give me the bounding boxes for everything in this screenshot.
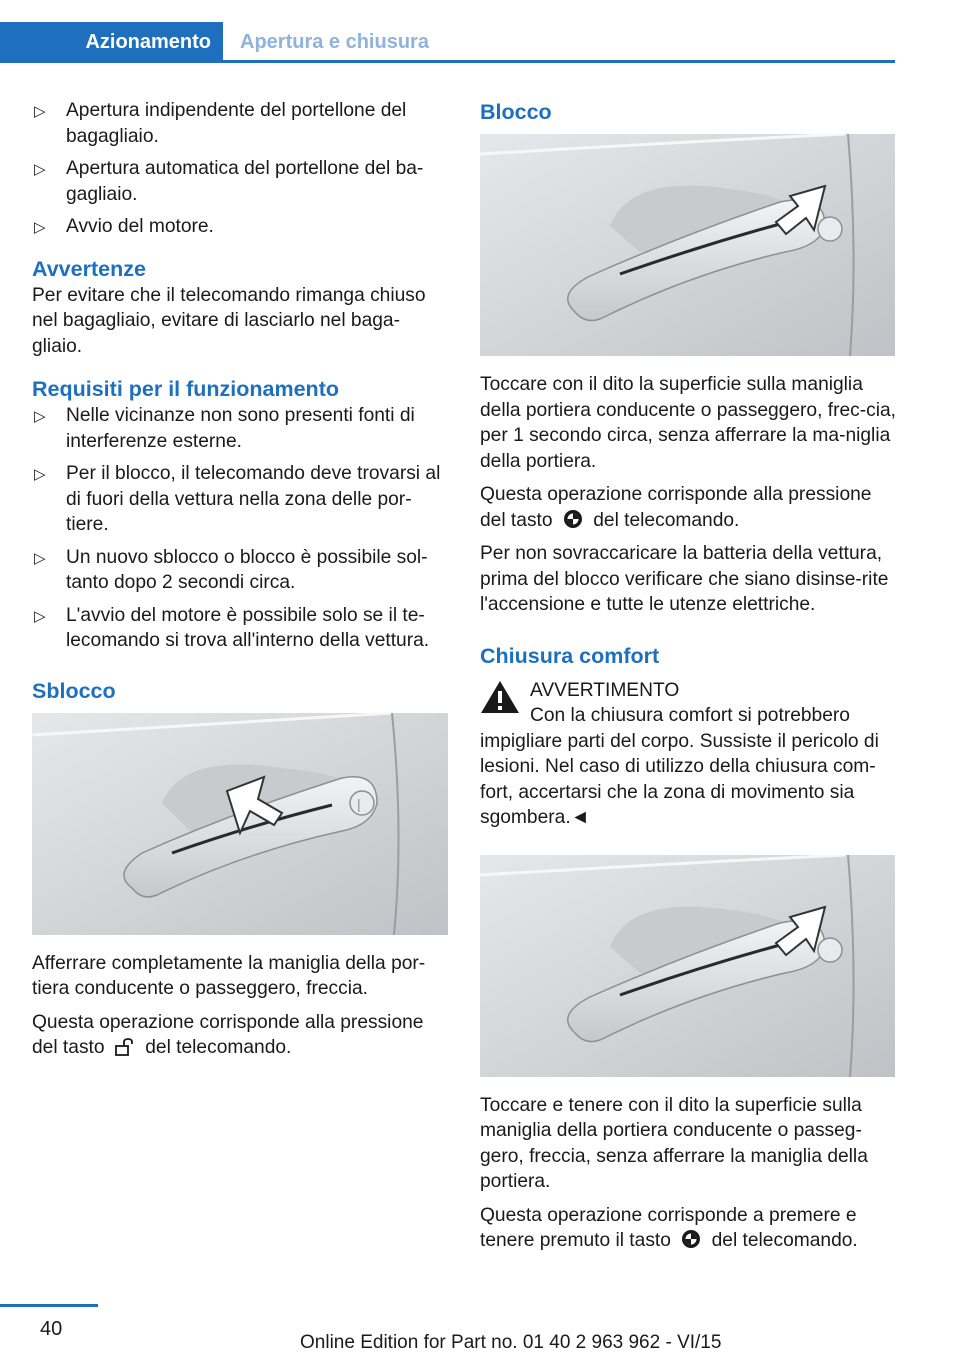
tab-azionamento[interactable]: Azionamento	[0, 22, 223, 62]
list-item: ▷ Nelle vicinanze non sono presenti fonti di interferenze esterne.	[34, 405, 415, 452]
feature-list	[32, 98, 448, 240]
sblocco-text-1: Afferrare completamente la maniglia della por-tiera conducente o passeggero, freccia.	[32, 952, 426, 999]
list-item: ▷ Per il blocco, il telecomando deve trovarsi al di fuori della vettura nella zona delle por-tiere.	[34, 463, 441, 535]
unlock-icon	[110, 1038, 140, 1056]
list-item: ▷ L'avvio del motore è possibile solo se il te-lecomando si trova all'interno della vettura.	[34, 604, 430, 651]
warning-text: Con la chiusura comfort si potrebbero impigliare parti del corpo. Sussiste il pericolo di lesioni. Nel caso di utilizzo della chiusura com-fort, accertarsi che la zona di movimento sia sgombera.◄	[480, 705, 879, 828]
header-divider	[0, 60, 895, 63]
door-handle-photo-comfort	[480, 855, 895, 1077]
section-title-chiusura-comfort: Chiusura comfort	[480, 643, 660, 668]
blocco-text-2: Questa operazione corrisponde alla pressione del tasto del telecomando.	[480, 484, 872, 531]
footer-divider	[0, 1304, 98, 1307]
left-column	[32, 98, 448, 1061]
bullet-triangle-icon: ▷	[34, 408, 46, 425]
section-title-blocco: Blocco	[480, 100, 552, 124]
door-handle-photo-blocco	[480, 134, 895, 356]
bullet-triangle-icon: ▷	[34, 549, 46, 567]
bullet-triangle-icon: ▷	[34, 466, 46, 483]
comfort-text-1: Toccare e tenere con il dito la superficie sulla maniglia della portiera conducente o passeg-gero, freccia, senza afferrare la maniglia della portiera.	[480, 1094, 868, 1192]
warning-label: AVVERTIMENTO	[530, 679, 680, 701]
bmw-logo-icon	[676, 1229, 706, 1247]
section-title-avvertenze: Avvertenze	[32, 256, 146, 281]
blocco-text-1: Toccare con il dito la superficie sulla maniglia della portiera conducente o passeggero, frec-cia, per 1 secondo circa, senza afferrare la ma-niglia della portiera.	[480, 374, 896, 472]
requirements-list	[32, 403, 448, 654]
svg-text:|: |	[357, 795, 361, 812]
bmw-logo-icon	[558, 509, 588, 527]
bullet-triangle-icon: ▷	[34, 607, 46, 625]
warning-icon	[480, 680, 520, 714]
tab-apertura-e-chiusura[interactable]: Apertura e chiusura	[240, 31, 429, 53]
bullet-triangle-icon: ▷	[34, 161, 46, 178]
list-item: ▷ Avvio del motore.	[32, 214, 448, 240]
footer-edition: Online Edition for Part no. 01 40 2 963 962 - VI/15	[300, 1332, 722, 1353]
section-title-requisiti: Requisiti per il funzionamento	[32, 377, 339, 401]
door-handle-photo-sblocco	[32, 713, 448, 935]
list-item: ▷ Un nuovo sblocco o blocco è possibile sol-tanto dopo 2 secondi circa.	[34, 546, 428, 593]
header-tabs	[0, 22, 895, 62]
list-item: ▷ Apertura indipendente del portellone del bagagliaio.	[34, 100, 407, 147]
list-item: ▷ Apertura automatica del portellone del ba-gagliaio.	[34, 158, 424, 205]
blocco-text-3: Per non sovraccaricare la batteria della vettura, prima del blocco verificare che siano disinse-rite l'accensione e tutte le utenze elettriche.	[480, 543, 889, 615]
page-number: 40	[40, 1318, 63, 1340]
avvertenze-text: Per evitare che il telecomando rimanga chiuso nel bagagliaio, evitare di lasciarlo nel baga-gliaio.	[32, 284, 426, 357]
warning-box	[480, 678, 896, 831]
comfort-text-2: Questa operazione corrisponde a premere e tenere premuto il tasto del telecomando.	[480, 1204, 858, 1251]
right-column	[480, 98, 896, 1254]
section-title-sblocco: Sblocco	[32, 678, 116, 703]
bullet-triangle-icon: ▷	[34, 219, 46, 236]
bullet-triangle-icon: ▷	[34, 103, 46, 120]
sblocco-text-2: Questa operazione corrisponde alla pressione del tasto del telecomando.	[32, 1011, 424, 1058]
